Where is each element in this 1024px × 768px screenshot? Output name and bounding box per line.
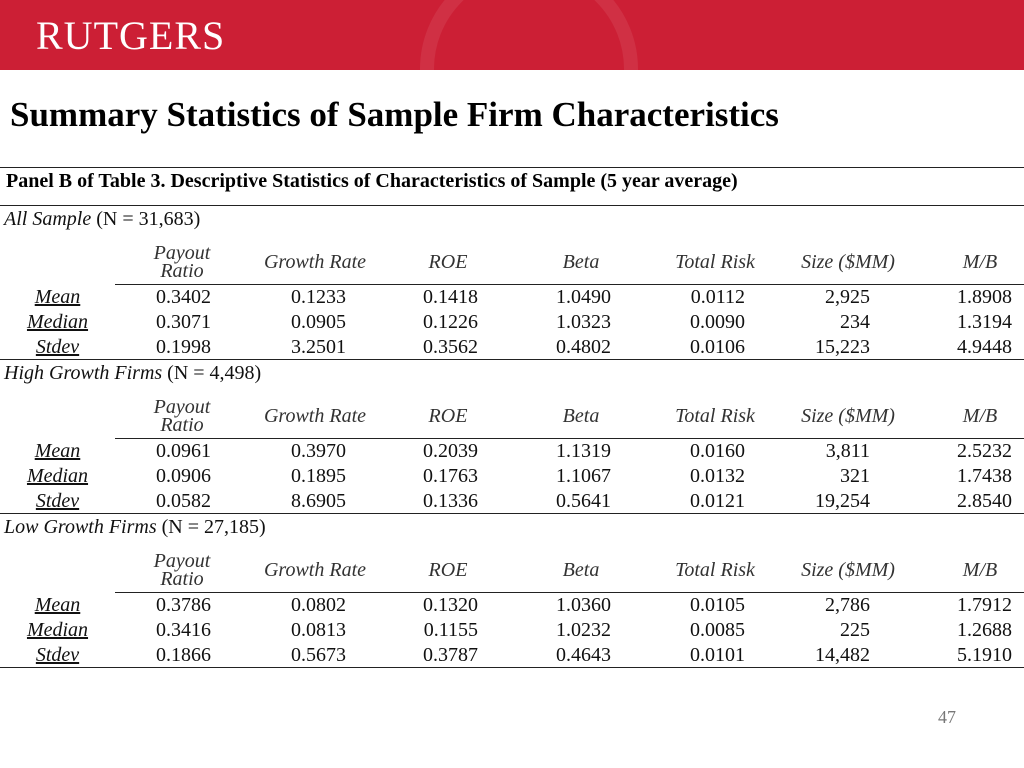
stat-value: 0.3787 [423,644,478,666]
group-bottom-rule [0,667,1024,668]
stat-value: 5.1910 [957,644,1012,666]
stat-value: 0.0101 [690,644,745,666]
stat-value: 0.1233 [291,286,346,308]
stat-value: 0.3402 [156,286,211,308]
column-header: Growth Rate [263,251,367,273]
stat-value: 0.1226 [423,311,478,333]
column-header: ROE [428,559,468,581]
stat-value: 0.0961 [156,440,211,462]
group-count: (N = 27,185) [156,516,266,538]
stat-label: Mean [34,594,81,616]
column-header: Growth Rate [263,405,367,427]
stat-value: 1.1319 [556,440,611,462]
column-header: Total Risk [675,405,755,427]
stat-value: 3.2501 [291,336,346,358]
stat-value: 0.0121 [690,490,745,512]
stat-value: 0.0905 [291,311,346,333]
stat-label: Stdev [35,336,80,358]
stat-value: 0.1763 [423,465,478,487]
stat-value: 0.0105 [690,594,745,616]
rutgers-logo: RUTGERS [36,13,226,58]
stat-value: 0.5641 [556,490,611,512]
group-name: High Growth Firms [4,362,163,384]
stat-label: Stdev [35,490,80,512]
stat-value: 0.1895 [291,465,346,487]
stat-value: 8.6905 [291,490,346,512]
column-header: M/B [962,559,998,581]
stat-value: 0.5673 [291,644,346,666]
header-banner [0,0,1024,70]
column-header: Payout Ratio [153,242,211,282]
stat-value: 1.3194 [957,311,1012,333]
stat-value: 14,482 [815,644,870,666]
stat-value: 1.1067 [556,465,611,487]
stat-value: 0.1320 [423,594,478,616]
stat-value: 0.1418 [423,286,478,308]
group-name: All Sample [4,208,92,230]
stat-value: 1.7438 [957,465,1012,487]
table-top-rule [0,167,1024,168]
column-header: M/B [962,405,998,427]
stat-value: 0.0132 [690,465,745,487]
stat-label: Median [26,619,89,641]
stat-value: 1.0360 [556,594,611,616]
panel-title: Panel B of Table 3. Descriptive Statistics of Characteristics of Sample (5 year average) [6,170,738,192]
stat-value: 234 [840,311,870,333]
stat-value: 0.3970 [291,440,346,462]
stat-value: 0.0160 [690,440,745,462]
column-header: ROE [428,405,468,427]
seal-watermark-icon [420,0,638,70]
stat-label: Mean [34,440,81,462]
stat-value: 0.1155 [423,619,478,641]
stat-value: 1.0232 [556,619,611,641]
header-rule [115,438,1024,439]
column-header-row [115,396,1024,436]
stat-value: 2,786 [825,594,870,616]
header-rule [115,284,1024,285]
group-label [4,516,266,539]
group-bottom-rule [0,359,1024,360]
group-count: (N = 4,498) [162,362,262,384]
stat-value: 0.0802 [291,594,346,616]
stat-value: 0.3416 [156,619,211,641]
table-row [0,594,1024,619]
stat-value: 0.0906 [156,465,211,487]
group-name: Low Growth Firms [4,516,157,538]
column-header: Payout Ratio [153,396,211,436]
stat-value: 0.0112 [690,286,745,308]
table-row [0,644,1024,669]
column-header: Size ($MM) [801,405,895,427]
table-row [0,490,1024,515]
stat-value: 1.7912 [957,594,1012,616]
stat-value: 0.0090 [690,311,745,333]
stat-label: Median [26,311,89,333]
stat-value: 0.1998 [156,336,211,358]
column-header: Size ($MM) [801,251,895,273]
group-label [4,208,200,231]
table-row [0,619,1024,644]
stat-value: 0.1866 [156,644,211,666]
column-header: Size ($MM) [801,559,895,581]
table-row [0,440,1024,465]
stat-value: 3,811 [825,440,870,462]
column-header-row [115,242,1024,282]
stat-value: 1.8908 [957,286,1012,308]
stat-value: 0.0813 [291,619,346,641]
column-header: ROE [428,251,468,273]
column-header: Payout Ratio [153,550,211,590]
slide-title: Summary Statistics of Sample Firm Characteristics [10,95,779,134]
stat-value: 2,925 [825,286,870,308]
stat-value: 4.9448 [957,336,1012,358]
column-header: Beta [562,251,600,273]
page-number: 47 [938,707,956,727]
table-row [0,286,1024,311]
column-header: Total Risk [675,559,755,581]
stat-label: Mean [34,286,81,308]
group-label [4,362,261,385]
stat-value: 0.0085 [690,619,745,641]
stat-value: 15,223 [815,336,870,358]
stat-value: 1.0323 [556,311,611,333]
stat-value: 2.8540 [957,490,1012,512]
stat-label: Stdev [35,644,80,666]
stat-value: 0.4643 [556,644,611,666]
column-header: Beta [562,559,600,581]
panel-title-rule [0,205,1024,206]
stat-value: 0.1336 [423,490,478,512]
column-header: M/B [962,251,998,273]
table-row [0,311,1024,336]
column-header: Total Risk [675,251,755,273]
group-count: (N = 31,683) [91,208,201,230]
stat-value: 321 [840,465,870,487]
stat-value: 225 [840,619,870,641]
stat-value: 0.4802 [556,336,611,358]
stat-value: 0.3071 [156,311,211,333]
stat-value: 0.3562 [423,336,478,358]
stat-label: Median [26,465,89,487]
column-header: Growth Rate [263,559,367,581]
stat-value: 19,254 [815,490,870,512]
stat-value: 0.0106 [690,336,745,358]
group-bottom-rule [0,513,1024,514]
header-rule [115,592,1024,593]
stat-value: 0.3786 [156,594,211,616]
column-header-row [115,550,1024,590]
column-header: Beta [562,405,600,427]
table-row [0,336,1024,361]
table-row [0,465,1024,490]
stat-value: 0.2039 [423,440,478,462]
stat-value: 1.2688 [957,619,1012,641]
stat-value: 0.0582 [156,490,211,512]
stat-value: 1.0490 [556,286,611,308]
stat-value: 2.5232 [957,440,1012,462]
